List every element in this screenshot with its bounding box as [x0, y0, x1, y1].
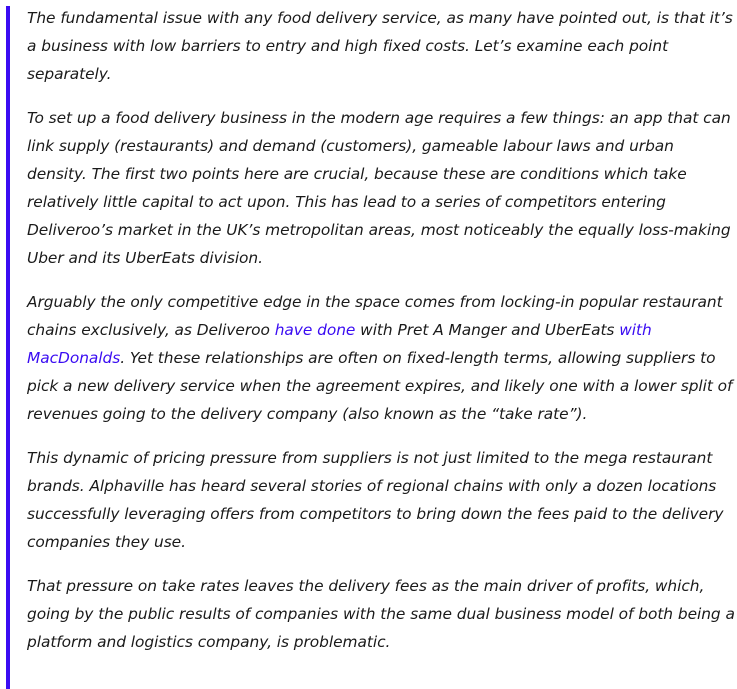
- paragraph-3-text-b: with Pret A Manger and UberEats: [355, 321, 620, 339]
- blockquote-accent-bar: [6, 6, 10, 689]
- with-macdonalds-link[interactable]: with MacDonalds: [27, 321, 652, 367]
- paragraph-3-text-a: Arguably the only competitive edge in the space comes from locking-in popular restaurant chains exclusively, as Deliveroo: [27, 293, 723, 339]
- paragraph-3: [27, 288, 735, 428]
- paragraph-4: This dynamic of pricing pressure from suppliers is not just limited to the mega restaurant brands. Alphaville has heard several stories of regional chains with only a dozen locations successfully leveraging offers from competitors to bring down the fees paid to the delivery companies they use.: [27, 449, 724, 551]
- have-done-link[interactable]: have done: [274, 321, 356, 339]
- paragraph-3-text-c: . Yet these relationships are often on fixed-length terms, allowing suppliers to pick a new delivery service when the agreement expires, and likely one with a lower split of revenues going to the delivery company (also known as the “take rate”).: [27, 349, 733, 423]
- paragraph-1: The fundamental issue with any food delivery service, as many have pointed out, is that it’s a business with low barriers to entry and high fixed costs. Let’s examine each point separately.: [27, 9, 733, 83]
- blockquote-body: [27, 4, 735, 672]
- paragraph-2: To set up a food delivery business in the modern age requires a few things: an app that can link supply (restaurants) and demand (customers), gameable labour laws and urban density. The first two points here are crucial, because these are conditions which take relatively little capital to act upon. This has lead to a series of competitors entering Deliveroo’s market in the UK’s metropolitan areas, most noticeably the equally loss-making Uber and its UberEats division.: [27, 109, 731, 267]
- paragraph-5: That pressure on take rates leaves the delivery fees as the main driver of profits, which, going by the public results of companies with the same dual business model of both being a platform and logistics company, is problematic.: [27, 577, 735, 651]
